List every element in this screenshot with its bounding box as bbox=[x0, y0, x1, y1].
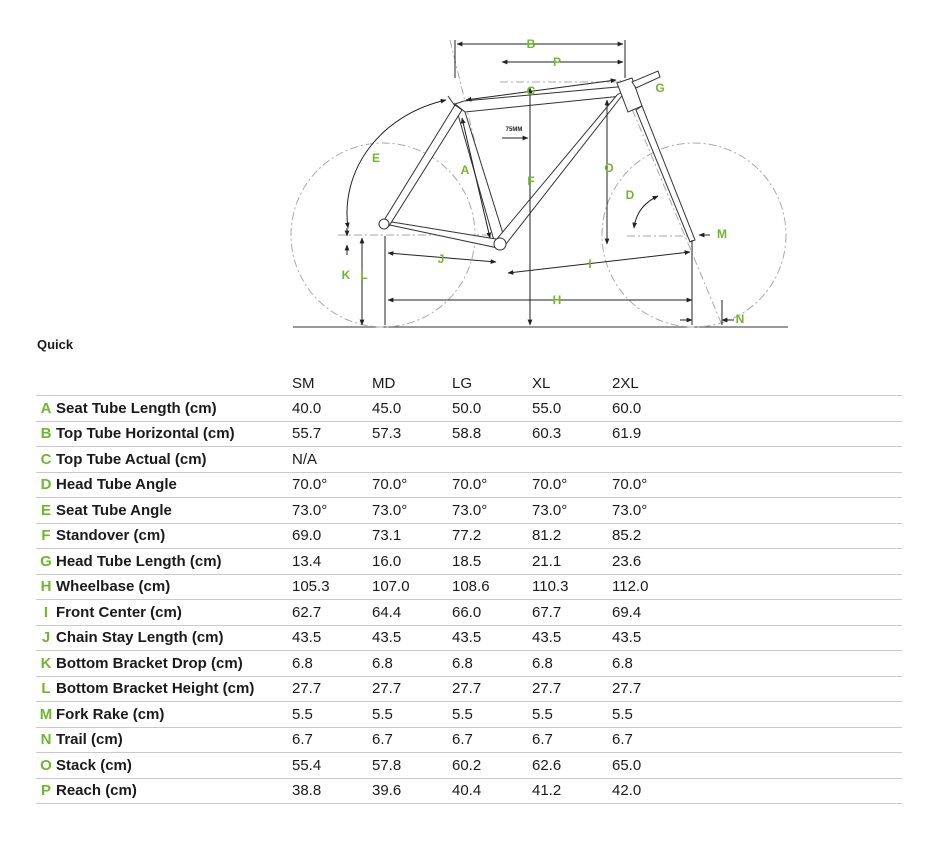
measurement-name: Wheelbase (cm) bbox=[56, 574, 292, 600]
label-g: G bbox=[655, 81, 665, 95]
label-e: E bbox=[371, 151, 381, 165]
value-cell: 85.2 bbox=[612, 523, 902, 549]
measurement-name: Head Tube Length (cm) bbox=[56, 549, 292, 575]
label-a: A bbox=[460, 163, 470, 177]
value-cell: 62.7 bbox=[292, 600, 372, 626]
measurement-name: Standover (cm) bbox=[56, 523, 292, 549]
label-m: M bbox=[717, 227, 727, 241]
row-letter: C bbox=[36, 447, 56, 473]
front-wheel bbox=[602, 143, 786, 327]
value-cell bbox=[612, 447, 902, 473]
row-letter: A bbox=[36, 396, 56, 422]
value-cell: 27.7 bbox=[612, 676, 902, 702]
rear-dropout bbox=[379, 219, 389, 229]
value-cell: 66.0 bbox=[452, 600, 532, 626]
row-letter: E bbox=[36, 498, 56, 524]
value-cell: 73.0° bbox=[452, 498, 532, 524]
value-cell: 70.0° bbox=[292, 472, 372, 498]
value-cell: 6.7 bbox=[612, 727, 902, 753]
value-cell: 6.7 bbox=[292, 727, 372, 753]
measurement-name: Top Tube Actual (cm) bbox=[56, 447, 292, 473]
measurement-name: Top Tube Horizontal (cm) bbox=[56, 421, 292, 447]
value-cell: 77.2 bbox=[452, 523, 532, 549]
row-letter: M bbox=[36, 702, 56, 728]
label-f: F bbox=[527, 174, 535, 188]
value-cell: 27.7 bbox=[532, 676, 612, 702]
value-cell: 23.6 bbox=[612, 549, 902, 575]
label-d: D bbox=[625, 188, 635, 202]
value-cell: 5.5 bbox=[452, 702, 532, 728]
measurement-name: Stack (cm) bbox=[56, 753, 292, 779]
value-cell bbox=[372, 447, 452, 473]
value-cell: 43.5 bbox=[612, 625, 902, 651]
table-row bbox=[36, 472, 902, 498]
value-cell: 5.5 bbox=[292, 702, 372, 728]
value-cell: 62.6 bbox=[532, 753, 612, 779]
table-row bbox=[36, 702, 902, 728]
value-cell: 64.4 bbox=[372, 600, 452, 626]
value-cell: 41.2 bbox=[532, 778, 612, 804]
measurement-name: Head Tube Angle bbox=[56, 472, 292, 498]
geometry-table bbox=[36, 371, 902, 804]
row-letter: B bbox=[36, 421, 56, 447]
row-letter: G bbox=[36, 549, 56, 575]
value-cell: 73.0° bbox=[372, 498, 452, 524]
value-cell: 5.5 bbox=[532, 702, 612, 728]
table-row bbox=[36, 523, 902, 549]
size-header: XL bbox=[532, 374, 551, 392]
value-cell: 27.7 bbox=[452, 676, 532, 702]
value-cell: 13.4 bbox=[292, 549, 372, 575]
table-row bbox=[36, 498, 902, 524]
value-cell: 6.8 bbox=[612, 651, 902, 677]
measurement-name: Seat Tube Angle bbox=[56, 498, 292, 524]
value-cell: 73.0° bbox=[532, 498, 612, 524]
table-row bbox=[36, 625, 902, 651]
value-cell: 6.8 bbox=[532, 651, 612, 677]
value-cell: 73.0° bbox=[292, 498, 372, 524]
value-cell: 18.5 bbox=[452, 549, 532, 575]
value-cell: 43.5 bbox=[452, 625, 532, 651]
value-cell: 39.6 bbox=[372, 778, 452, 804]
seatpost-note: 75MM bbox=[505, 127, 523, 133]
value-cell: 81.2 bbox=[532, 523, 612, 549]
value-cell: 73.0° bbox=[612, 498, 902, 524]
table-row bbox=[36, 651, 902, 677]
value-cell: 105.3 bbox=[292, 574, 372, 600]
row-letter: N bbox=[36, 727, 56, 753]
value-cell: 107.0 bbox=[372, 574, 452, 600]
value-cell: 60.0 bbox=[612, 396, 902, 422]
table-row bbox=[36, 753, 902, 779]
value-cell: 70.0° bbox=[452, 472, 532, 498]
value-cell: 38.8 bbox=[292, 778, 372, 804]
value-cell: 6.7 bbox=[532, 727, 612, 753]
row-letter: O bbox=[36, 753, 56, 779]
value-cell: 43.5 bbox=[372, 625, 452, 651]
value-cell: 57.3 bbox=[372, 421, 452, 447]
measurement-name: Seat Tube Length (cm) bbox=[56, 396, 292, 422]
measurement-name: Front Center (cm) bbox=[56, 600, 292, 626]
label-k: K bbox=[341, 268, 351, 282]
label-i: I bbox=[588, 257, 592, 271]
value-cell: 21.1 bbox=[532, 549, 612, 575]
value-cell: 67.7 bbox=[532, 600, 612, 626]
value-cell: 45.0 bbox=[372, 396, 452, 422]
row-letter: H bbox=[36, 574, 56, 600]
value-cell: 70.0° bbox=[532, 472, 612, 498]
value-cell: 6.8 bbox=[292, 651, 372, 677]
size-header: MD bbox=[372, 374, 396, 392]
value-cell: 6.8 bbox=[452, 651, 532, 677]
value-cell: 70.0° bbox=[612, 472, 902, 498]
label-o: O bbox=[604, 161, 614, 175]
table-row bbox=[36, 447, 902, 473]
measurement-name: Chain Stay Length (cm) bbox=[56, 625, 292, 651]
row-letter: P bbox=[36, 778, 56, 804]
value-cell: 112.0 bbox=[612, 574, 902, 600]
bike-frame bbox=[383, 71, 695, 248]
label-p: P bbox=[552, 55, 562, 69]
value-cell: 6.7 bbox=[452, 727, 532, 753]
table-row bbox=[36, 549, 902, 575]
label-j: J bbox=[437, 252, 445, 266]
value-cell: 57.8 bbox=[372, 753, 452, 779]
value-cell: 55.0 bbox=[532, 396, 612, 422]
value-cell: 16.0 bbox=[372, 549, 452, 575]
size-header: LG bbox=[452, 374, 473, 392]
table-row bbox=[36, 778, 902, 804]
value-cell: 43.5 bbox=[292, 625, 372, 651]
value-cell: 69.0 bbox=[292, 523, 372, 549]
measurement-name: Bottom Bracket Height (cm) bbox=[56, 676, 292, 702]
row-letter: I bbox=[36, 600, 56, 626]
value-cell: 60.3 bbox=[532, 421, 612, 447]
table-row bbox=[36, 574, 902, 600]
label-h: H bbox=[552, 293, 562, 307]
value-cell: 27.7 bbox=[292, 676, 372, 702]
value-cell: 58.8 bbox=[452, 421, 532, 447]
row-letter: D bbox=[36, 472, 56, 498]
value-cell: 65.0 bbox=[612, 753, 902, 779]
model-name: Quick bbox=[37, 337, 74, 352]
value-cell: 73.1 bbox=[372, 523, 452, 549]
value-cell: 69.4 bbox=[612, 600, 902, 626]
size-header: SM bbox=[292, 374, 315, 392]
row-letter: L bbox=[36, 676, 56, 702]
row-letter: J bbox=[36, 625, 56, 651]
label-l: L bbox=[360, 268, 368, 282]
value-cell: 40.0 bbox=[292, 396, 372, 422]
value-cell: 70.0° bbox=[372, 472, 452, 498]
value-cell: 55.7 bbox=[292, 421, 372, 447]
value-cell: 60.2 bbox=[452, 753, 532, 779]
value-cell: 61.9 bbox=[612, 421, 902, 447]
value-cell: 6.8 bbox=[372, 651, 452, 677]
table-row bbox=[36, 600, 902, 626]
value-cell: 55.4 bbox=[292, 753, 372, 779]
value-cell: 40.4 bbox=[452, 778, 532, 804]
value-cell: 5.5 bbox=[372, 702, 452, 728]
value-cell bbox=[532, 447, 612, 473]
label-c: C bbox=[526, 84, 536, 98]
table-row bbox=[36, 676, 902, 702]
label-b: B bbox=[526, 37, 536, 51]
table-row bbox=[36, 727, 902, 753]
measurement-name: Reach (cm) bbox=[56, 778, 292, 804]
value-cell: 110.3 bbox=[532, 574, 612, 600]
value-cell: 27.7 bbox=[372, 676, 452, 702]
value-cell bbox=[452, 447, 532, 473]
row-letter: K bbox=[36, 651, 56, 677]
bottom-bracket bbox=[494, 238, 506, 250]
size-header-row bbox=[36, 371, 902, 396]
value-cell: 50.0 bbox=[452, 396, 532, 422]
measurement-name: Bottom Bracket Drop (cm) bbox=[56, 651, 292, 677]
row-letter: F bbox=[36, 523, 56, 549]
label-n: N bbox=[735, 312, 745, 326]
table-row bbox=[36, 421, 902, 447]
value-cell: 43.5 bbox=[532, 625, 612, 651]
measurement-name: Trail (cm) bbox=[56, 727, 292, 753]
value-cell: 5.5 bbox=[612, 702, 902, 728]
value-cell: N/A bbox=[292, 447, 372, 473]
value-cell: 6.7 bbox=[372, 727, 452, 753]
bike-geometry-diagram bbox=[0, 0, 950, 335]
size-header: 2XL bbox=[612, 374, 639, 392]
table-row bbox=[36, 396, 902, 422]
value-cell: 42.0 bbox=[612, 778, 902, 804]
value-cell: 108.6 bbox=[452, 574, 532, 600]
measurement-name: Fork Rake (cm) bbox=[56, 702, 292, 728]
